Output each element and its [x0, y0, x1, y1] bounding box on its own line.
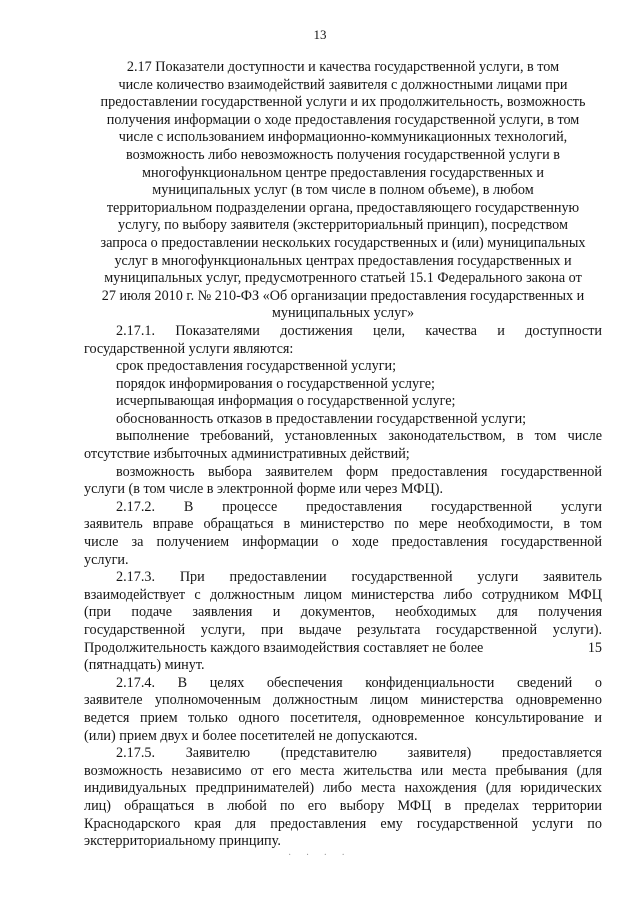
word: доступности: [525, 322, 602, 339]
indicator-item: [84, 428, 602, 463]
word: услуги: [477, 569, 519, 586]
paragraph-line: Краснодарского края для предоставления ему государственной услуги по: [84, 815, 602, 832]
scan-artifact-dots: · · · ·: [288, 850, 351, 861]
heading-line: 27 июля 2010 г. № 210-ФЗ «Об организации предоставления государственных и: [101, 287, 585, 304]
word: государственной: [430, 498, 533, 515]
word: о: [594, 674, 602, 691]
paragraph-number: 2.17.3.: [116, 569, 156, 586]
word: Показателями: [175, 322, 260, 339]
indicator-line: отсутствие избыточных административных действий;: [84, 446, 410, 463]
word: обеспечения: [266, 674, 343, 691]
word: качества: [425, 322, 477, 339]
indicator-item: обоснованность отказов в предоставлении государственной услуги;: [116, 410, 527, 427]
paragraph-first-line: [84, 569, 602, 587]
paragraph-first-line: [84, 675, 602, 693]
paragraph-line: ведется прием только одного посетителя, одновременное консультирование и: [84, 709, 602, 726]
paragraph-number: 2.17.2.: [116, 498, 156, 515]
paragraph-line: (или) прием двух и более посетителей не допускаются.: [84, 727, 418, 744]
word: сведений: [516, 674, 573, 691]
paragraph-line: индивидуальных предпринимателей) либо места нахождения (для юридических: [84, 780, 602, 797]
paragraph-line: государственной услуги, при выдаче результата государственной услуги).: [84, 622, 602, 638]
indicator-line: выполнение требований, установленных законодательством, в том числе: [116, 428, 602, 445]
paragraph-line: лиц) обращаться в любой по его выбору МФЦ в пределах территории: [84, 797, 602, 814]
word: процессе: [222, 498, 278, 515]
word: достижения: [280, 322, 353, 339]
indicator-item: [84, 464, 602, 499]
paragraph-2-17-2: [84, 499, 602, 569]
heading-line: возможность либо невозможность получения государственной услуги в: [125, 146, 560, 163]
paragraph-2-17-5: [84, 745, 602, 851]
indicator-item: срок предоставления государственной услуги;: [116, 358, 397, 375]
indicator-line: услуги (в том числе в электронной форме или через МФЦ).: [84, 481, 444, 498]
heading-line: муниципальных услуг, предусмотренного статьей 15.1 Федерального закона от: [104, 270, 582, 287]
word: цели,: [372, 322, 406, 339]
heading-line: числе количество взаимодействий заявителя с должностными лицами при: [118, 76, 568, 93]
paragraph-line: [84, 640, 602, 658]
document-body: [84, 59, 602, 851]
word: В: [183, 498, 194, 515]
word: государственной: [351, 569, 453, 586]
paragraph-line: взаимодействует с должностным лицом министерства либо сотрудником МФЦ: [84, 586, 602, 603]
page-number: 13: [313, 27, 327, 42]
paragraph-2-17-4: [84, 675, 602, 745]
paragraph-line: экстерриториальному принципу.: [84, 833, 281, 850]
word: (представителю: [280, 745, 377, 762]
word: В: [177, 674, 188, 691]
word: предоставляется: [501, 745, 602, 762]
heading-line: многофункциональном центре предоставления государственных и: [142, 164, 544, 181]
word: конфиденциальности: [365, 674, 495, 691]
paragraph-line: (при подаче заявления и документов, необходимых для получения: [84, 604, 602, 621]
word: При: [179, 569, 205, 586]
word: и: [497, 322, 505, 339]
paragraph-first-line: [84, 499, 602, 517]
heading-line: получения информации о ходе предоставления государственной услуги, в том: [106, 111, 580, 128]
paragraph-first-line: [84, 323, 602, 341]
heading-line: территориальном подразделении органа, предоставляющего государственную: [106, 199, 580, 216]
duration-text: Продолжительность каждого взаимодействия составляет не более: [84, 639, 484, 656]
heading-line: муниципальных услуг (в том числе в полном объеме), в любом: [152, 182, 534, 199]
section-heading: [84, 59, 602, 323]
indicator-line: возможность выбора заявителем форм предоставления государственной: [116, 463, 602, 480]
paragraph-number: 2.17.5.: [116, 745, 156, 762]
paragraph-line: заявитель вправе обращаться в министерство по мере необходимости, в том: [84, 516, 602, 533]
paragraph-first-line: [84, 745, 602, 763]
word: предоставлении: [229, 569, 327, 586]
paragraph-line: услуги.: [84, 551, 129, 568]
heading-line: 2.17 Показатели доступности и качества государственной услуги, в том: [126, 59, 560, 75]
word: заявитель: [543, 569, 602, 586]
paragraph-line: заявителе уполномоченным должностным лицом министерства одновременно: [84, 692, 602, 709]
heading-line: числе с использованием информационно-коммуникационных технологий,: [118, 129, 568, 146]
word: Заявителю: [185, 745, 251, 762]
paragraph-2-17-3: [84, 569, 602, 675]
heading-line: услугу, по выбору заявителя (экстерриториальный принцип), посредством: [118, 217, 568, 234]
duration-value: 15: [587, 639, 602, 656]
paragraph-2-17-1: [84, 323, 602, 358]
paragraph-line: возможность независимо от его места жительства или места пребывания (для: [84, 762, 602, 779]
paragraph-line: государственной услуги являются:: [84, 340, 294, 357]
word: заявителя): [407, 745, 472, 762]
heading-line: запроса о предоставлении нескольких государственных и (или) муниципальных: [100, 234, 586, 251]
word: услуги: [560, 498, 602, 515]
heading-line: муниципальных услуг»: [271, 305, 415, 322]
heading-line: предоставлении государственной услуги и их продолжительность, возможность: [100, 94, 586, 111]
indicator-item: исчерпывающая информация о государственной услуге;: [116, 393, 456, 410]
indicator-item: порядок информирования о государственной услуге;: [116, 375, 435, 392]
heading-line: услуг в многофункциональных центрах предоставления государственных и: [114, 252, 572, 269]
word: целях: [209, 674, 245, 691]
paragraph-line: числе за получением информации о ходе предоставления государственной: [84, 534, 602, 551]
paragraph-number: 2.17.1.: [116, 322, 156, 339]
paragraph-number: 2.17.4.: [116, 674, 156, 691]
word: предоставления: [306, 498, 403, 515]
paragraph-line: (пятнадцать) минут.: [84, 657, 205, 674]
